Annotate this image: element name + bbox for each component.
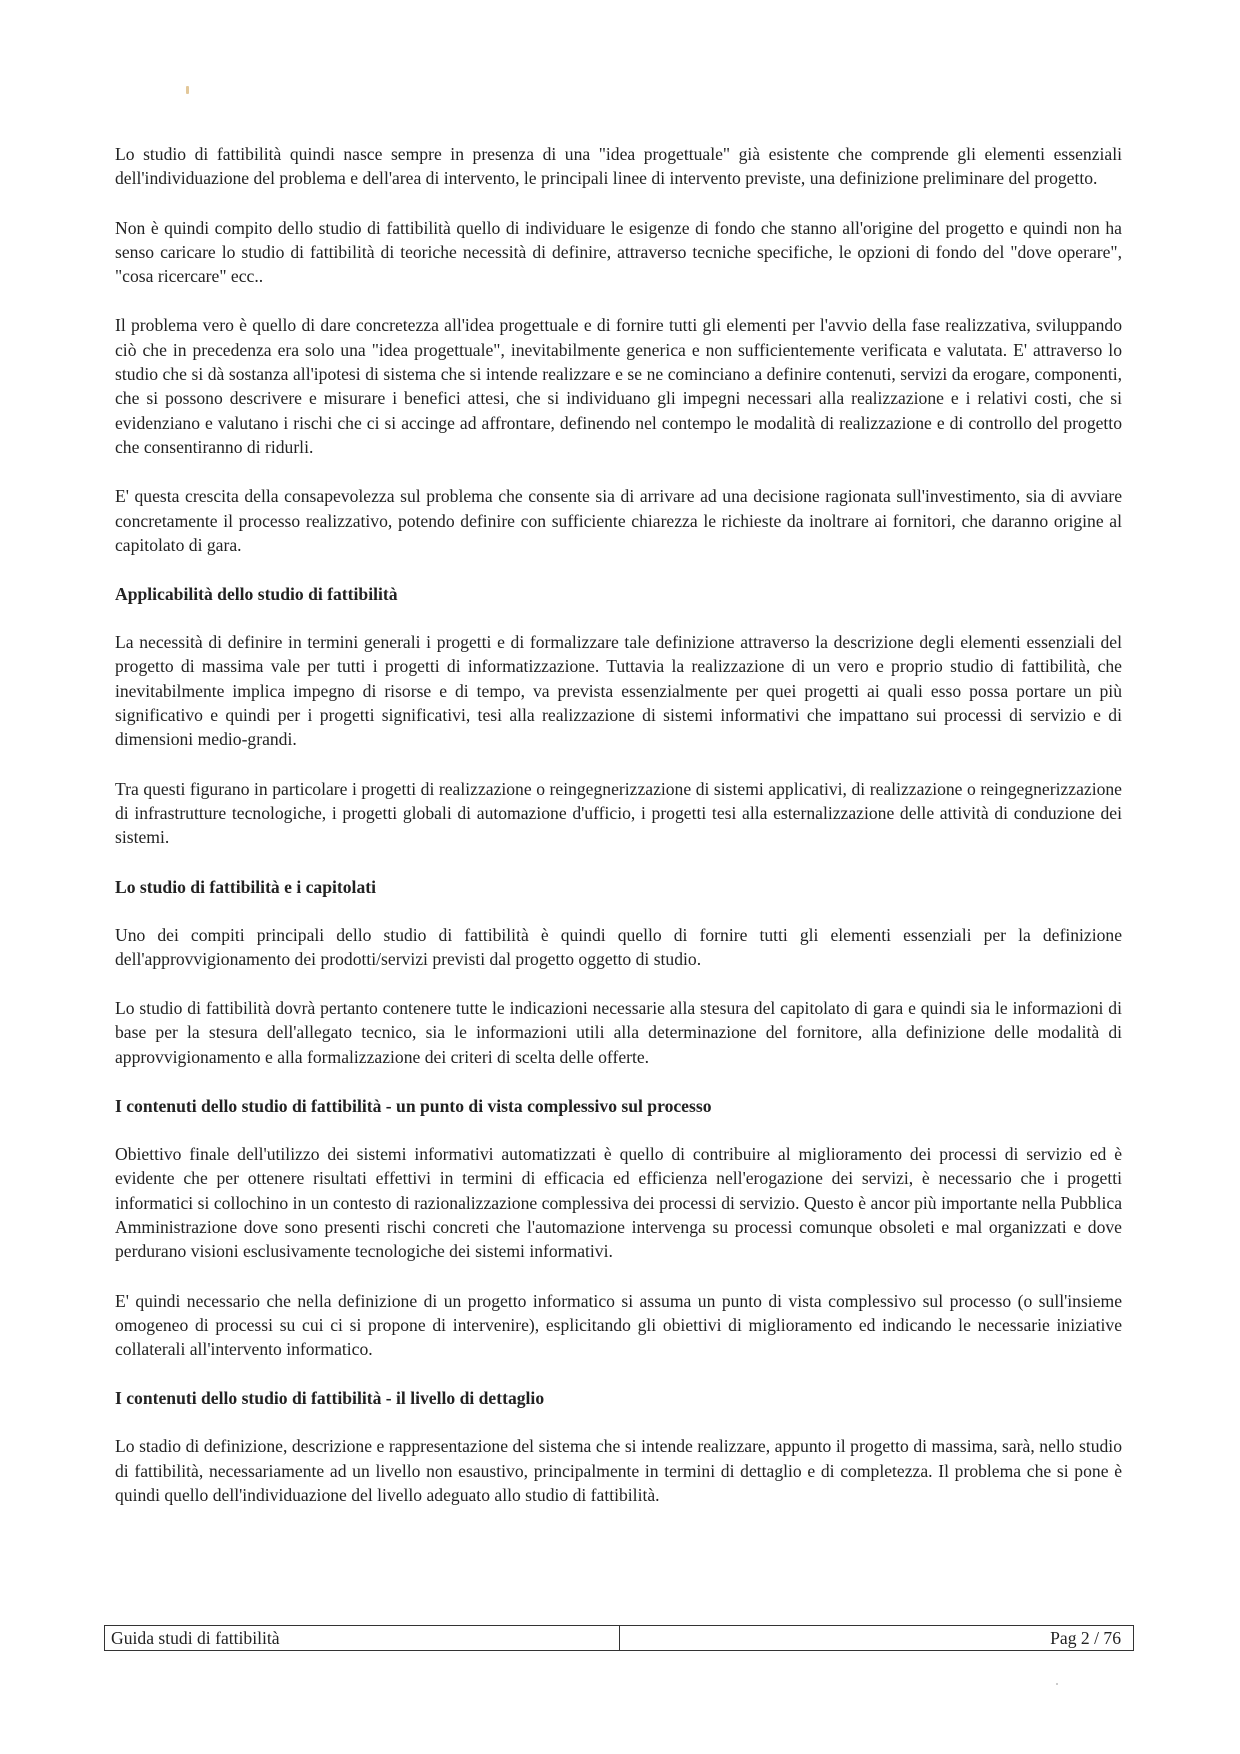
scan-dot [1056, 1683, 1058, 1685]
section-heading-processo: I contenuti dello studio di fattibilità - un punto di vista complessivo sul processo [115, 1096, 712, 1117]
paragraph: E' questa crescita della consapevolezza sul problema che consente sia di arrivare ad una decisione ragionata sull'investimento, sia di avviare concretamente il processo realizzativo, potendo definire con sufficiente chiarezza le richieste da inoltrare ai fornitori, che daranno origine al capitolato di gara. [115, 486, 1122, 555]
footer-title: Guida studi di fattibilità [105, 1626, 620, 1650]
paragraph: Lo studio di fattibilità dovrà pertanto contenere tutte le indicazioni necessarie alla stesura del capitolato di gara e quindi sia le informazioni di base per la stesura dell'allegato tecnico, sia le informazioni utili alla determinazione del fornitore, alla definizione delle modalità di approvvigionamento e alla formalizzazione dei criteri di scelta delle offerte. [115, 998, 1122, 1067]
page-content [115, 142, 1122, 1532]
section-heading-dettaglio: I contenuti dello studio di fattibilità - il livello di dettaglio [115, 1388, 545, 1409]
page-number: Pag 2 / 76 [1050, 1627, 1121, 1648]
section-heading-capitolati: Lo studio di fattibilità e i capitolati [115, 876, 376, 897]
paragraph: Tra questi figurano in particolare i progetti di realizzazione o reingegnerizzazione di sistemi applicativi, di realizzazione o reingegnerizzazione di infrastrutture tecnologiche, i progetti globali di automazione d'ufficio, i progetti tesi alla esternalizzazione delle attività di conduzione dei sistemi. [115, 778, 1122, 848]
paragraph: Obiettivo finale dell'utilizzo dei sistemi informativi automatizzati è quello di contribuire al miglioramento dei processi di servizio ed è evidente che per ottenere risultati effettivi in termini di efficacia ed efficienza nell'erogazione dei servizi, è necessario che i progetti informatici si collochino in un contesto di razionalizzazione complessiva dei processi di servizio. Questo è ancor più importante nella Pubblica Amministrazione dove sono presenti rischi concreti che l'automazione intervenga su processi comunque obsoleti e mal organizzati e dove perdurano visioni esclusivamente tecnologiche dei sistemi informativi. [115, 1144, 1122, 1262]
paragraph: La necessità di definire in termini generali i progetti e di formalizzare tale definizione attraverso la descrizione degli elementi essenziali del progetto di massima vale per tutti i progetti di informatizzazione. Tuttavia la realizzazione di un vero e proprio studio di fattibilità, che inevitabilmente implica impegno di risorse e di tempo, va prevista essenzialmente per quei progetti ai quali esso possa portare un più significativo e quindi per i progetti significativi, tesi alla realizzazione di sistemi informativi che impattano sui processi di servizio e di dimensioni medio-grandi. [115, 632, 1122, 750]
paragraph: Uno dei compiti principali dello studio di fattibilità è quindi quello di fornire tutti gli elementi essenziali per la definizione dell'approvvigionamento dei prodotti/servizi previsti dal progetto oggetto di studio. [115, 924, 1122, 969]
paragraph: E' quindi necessario che nella definizione di un progetto informatico si assuma un punto di vista complessivo sul processo (o sull'insieme omogeneo di processi su cui ci si propone di intervenire), esplicitando gli obiettivi di miglioramento ed indicando le necessarie iniziative collaterali all'intervento informatico. [115, 1290, 1122, 1360]
paragraph: Non è quindi compito dello studio di fattibilità quello di individuare le esigenze di fondo che stanno all'origine del progetto e quindi non ha senso caricare lo studio di fattibilità di teoriche necessità di definire, attraverso tecniche specifiche, le opzioni di fondo del "dove operare", "cosa ricercare" ecc.. [115, 217, 1122, 287]
paragraph: Lo studio di fattibilità quindi nasce sempre in presenza di una "idea progettuale" già esistente che comprende gli elementi essenziali dell'individuazione del problema e dell'area di intervento, le principali linee di intervento previste, una definizione preliminare del progetto. [115, 144, 1122, 189]
paragraph: Il problema vero è quello di dare concretezza all'idea progettuale e di fornire tutti gli elementi per l'avvio della fase realizzativa, sviluppando ciò che in precedenza era solo una "idea progettuale", inevitabilmente generica e non sufficientemente verificata e valutata. E' attraverso lo studio che si dà sostanza all'ipotesi di sistema che si intende realizzare e se ne cominciano a definire contenuti, servizi da erogare, componenti, che si possono descrivere e misurare i benefici attesi, che si individuano gli impegni necessari alla realizzazione e i relativi costi, che si evidenziano e valutano i rischi che ci si accinge ad affrontare, definendo nel contempo le modalità di realizzazione e di controllo del progetto che consentiranno di ridurli. [115, 315, 1122, 457]
page-footer [104, 1625, 1134, 1651]
scan-mark [186, 86, 189, 94]
section-heading-applicabilita: Applicabilità dello studio di fattibilità [115, 584, 398, 605]
paragraph: Lo stadio di definizione, descrizione e rappresentazione del sistema che si intende realizzare, appunto il progetto di massima, sarà, nello studio di fattibilità, necessariamente ad un livello non esaustivo, principalmente in termini di dettaglio e di completezza. Il problema che si pone è quindi quello dell'individuazione del livello adeguato allo studio di fattibilità. [115, 1436, 1122, 1505]
